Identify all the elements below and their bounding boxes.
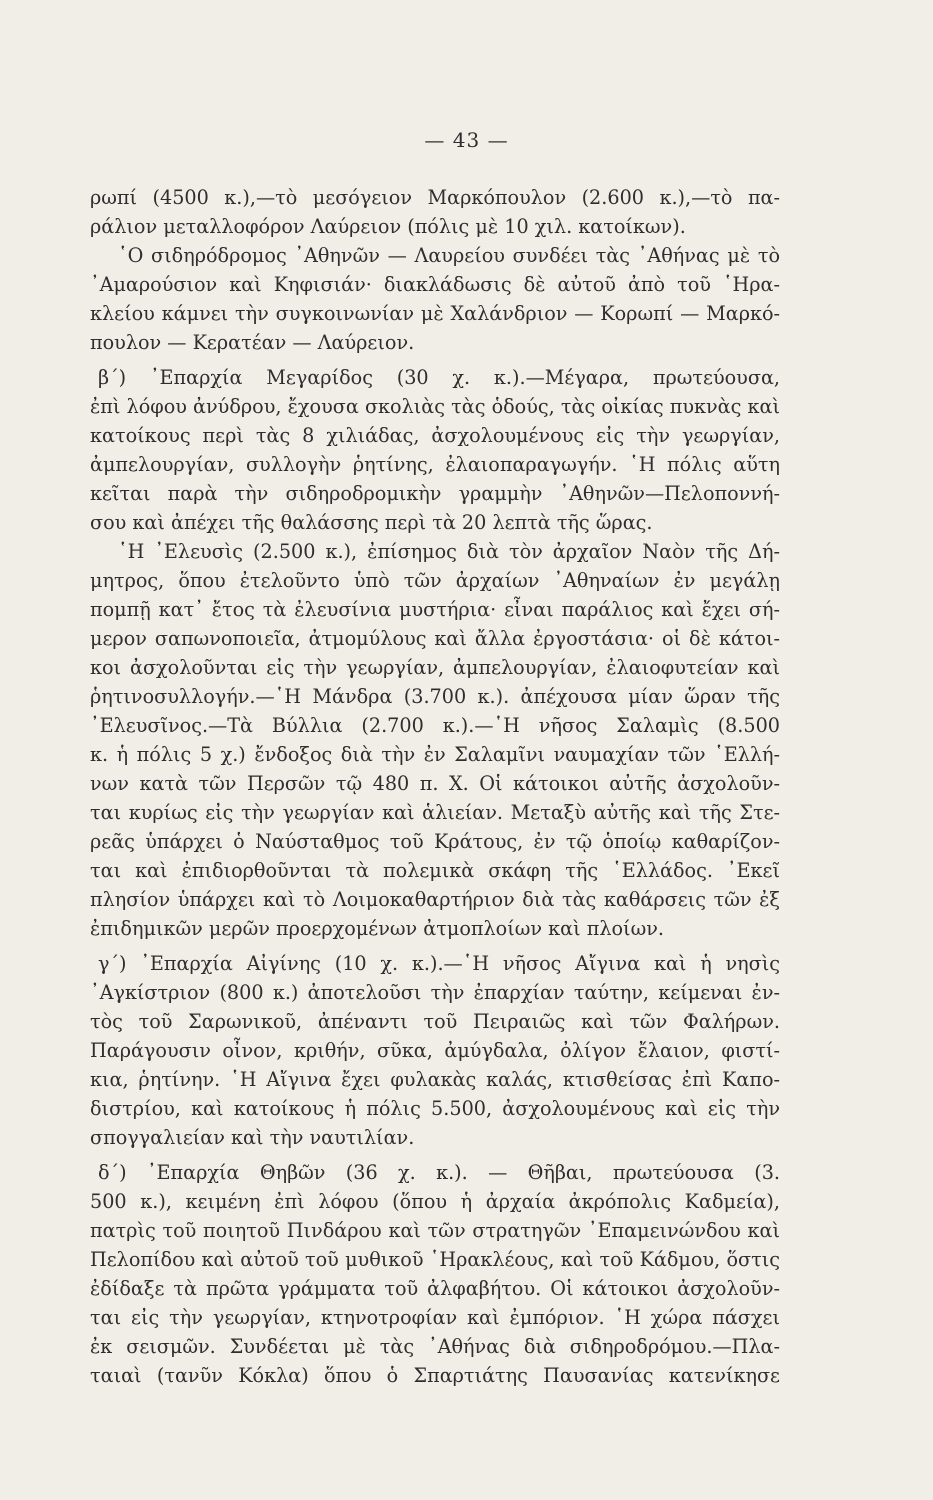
text-line: κ. ἡ πόλις 5 χ.) ἔνδοξος διὰ τὴν ἐν Σαλαμῖνι ναυμαχίαν τῶν ῾Ελλή- [90, 743, 780, 766]
text-line: ἐδίδαξε τὰ πρῶτα γράμματα τοῦ ἀλφαβήτου. Οἱ κάτοικοι ἀσχολοῦν- [90, 1277, 780, 1300]
text-line: ράλιον μεταλλοφόρον Λαύρειον (πόλις μὲ 10 χιλ. κατοίκων). [90, 215, 686, 238]
text-line: κοι ἀσχολοῦνται εἰς τὴν γεωργίαν, ἀμπελουργίαν, ἐλαιοφυτείαν καὶ [90, 656, 780, 679]
text-line: ῾Η ᾿Ελευσὶς (2.500 κ.), ἐπίσημος διὰ τὸν ἀρχαῖον Ναὸν τῆς Δή- [118, 540, 780, 563]
page-number: — 43 — [424, 128, 509, 152]
text-line: κεῖται παρὰ τὴν σιδηροδρομικὴν γραμμὴν ᾿Αθηνῶν—Πελοποννή- [90, 482, 780, 505]
text-line: ἐπιδημικῶν μερῶν προερχομένων ἀτμοπλοίων καὶ πλοίων. [90, 917, 664, 940]
text-line: μητρος, ὅπου ἐτελοῦντο ὑπὸ τῶν ἀρχαίων ᾿Αθηναίων ἐν μεγάλῃ [90, 569, 780, 592]
text-line: ᾿Αγκίστριον (800 κ.) ἀποτελοῦσι τὴν ἐπαρχίαν ταύτην, κείμεναι ἐν- [90, 981, 780, 1004]
text-line: ρεᾶς ὑπάρχει ὁ Ναύσταθμος τοῦ Κράτους, ἐν τῷ ὁποίῳ καθαρίζον- [90, 830, 780, 853]
text-line: ῾Ο σιδηρόδρομος ᾿Αθηνῶν — Λαυρείου συνδέει τὰς ᾿Αθήνας μὲ τὸ [118, 244, 780, 267]
section-heading-line: β΄) ᾿Επαρχία Μεγαρίδος (30 χ. κ.).—Μέγαρα, πρωτεύουσα, [98, 366, 780, 389]
text-line: κατοίκους περὶ τὰς 8 χιλιάδας, ἀσχολουμένους εἰς τὴν γεωργίαν, [90, 424, 780, 447]
text-line: ται καὶ ἐπιδιορθοῦνται τὰ πολεμικὰ σκάφη τῆς ῾Ελλάδος. ᾿Εκεῖ [90, 859, 780, 882]
text-line: διστρίου, καὶ κατοίκους ἡ πόλις 5.500, ἀσχολουμένους καὶ εἰς τὴν [90, 1097, 780, 1120]
text-line: ται εἰς τὴν γεωργίαν, κτηνοτροφίαν καὶ ἐμπόριον. ῾Η χώρα πάσχει [90, 1306, 780, 1329]
text-line: Πελοπίδου καὶ αὐτοῦ τοῦ μυθικοῦ ῾Ηρακλέους, καὶ τοῦ Κάδμου, ὅστις [90, 1248, 780, 1271]
text-line: ῥητινοσυλλογήν.—῾Η Μάνδρα (3.700 κ.). ἀπέχουσα μίαν ὥραν τῆς [90, 685, 780, 708]
text-line: τὸς τοῦ Σαρωνικοῦ, ἀπέναντι τοῦ Πειραιῶς καὶ τῶν Φαλήρων. [90, 1010, 780, 1033]
text-line: πομπῇ κατ᾿ ἔτος τὰ ἐλευσίνια μυστήρια· εἶναι παράλιος καὶ ἔχει σή- [90, 598, 780, 621]
text-line: Παράγουσιν οἶνον, κριθήν, σῦκα, ἀμύγδαλα, ὀλίγον ἔλαιον, φιστί- [90, 1039, 780, 1062]
text-line: ἐκ σεισμῶν. Συνδέεται μὲ τὰς ᾿Αθήνας διὰ σιδηροδρόμου.—Πλα- [90, 1335, 780, 1358]
text-line: πατρὶς τοῦ ποιητοῦ Πινδάρου καὶ τῶν στρατηγῶν ᾿Επαμεινώνδου καὶ [90, 1219, 780, 1242]
text-line: ταιαὶ (τανῦν Κόκλα) ὅπου ὁ Σπαρτιάτης Παυσανίας κατενίκησε [90, 1364, 780, 1387]
section-heading-line: γ΄) ᾿Επαρχία Αἰγίνης (10 χ. κ.).—῾Η νῆσος Αἴγινα καὶ ἡ νησὶς [98, 952, 780, 975]
text-line: πουλον — Κερατέαν — Λαύρειον. [90, 331, 415, 354]
text-line: σπογγαλιείαν καὶ τὴν ναυτιλίαν. [90, 1126, 415, 1149]
text-line: σου καὶ ἀπέχει τῆς θαλάσσης περὶ τὰ 20 λεπτὰ τῆς ὥρας. [90, 511, 653, 534]
section-heading-line: δ΄) ᾿Επαρχία Θηβῶν (36 χ. κ.). — Θῆβαι, πρωτεύουσα (3. [98, 1161, 780, 1184]
text-line: ᾿Ελευσῖνος.—Τὰ Βύλλια (2.700 κ.).—῾Η νῆσος Σαλαμὶς (8.500 [90, 714, 780, 737]
text-line: νων κατὰ τῶν Περσῶν τῷ 480 π. Χ. Οἱ κάτοικοι αὐτῆς ἀσχολοῦν- [90, 772, 780, 795]
text-line: ται κυρίως εἰς τὴν γεωργίαν καὶ ἁλιείαν. Μεταξὺ αὐτῆς καὶ τῆς Στε- [90, 801, 780, 824]
text-line: κλείου κάμνει τὴν συγκοινωνίαν μὲ Χαλάνδριον — Κορωπί — Μαρκό- [90, 302, 780, 325]
text-line: πλησίον ὑπάρχει καὶ τὸ Λοιμοκαθαρτήριον διὰ τὰς καθάρσεις τῶν ἐξ [90, 888, 780, 911]
text-line: ἀμπελουργίαν, συλλογὴν ῥητίνης, ἐλαιοπαραγωγήν. ῾Η πόλις αὕτη [90, 453, 780, 476]
text-line: ρωπί (4500 κ.),—τὸ μεσόγειον Μαρκόπουλον (2.600 κ.),—τὸ πα- [90, 186, 780, 209]
text-line: ἐπὶ λόφου ἀνύδρου, ἔχουσα σκολιὰς τὰς ὁδούς, τὰς οἰκίας πυκνὰς καὶ [90, 395, 780, 418]
body-text [90, 183, 780, 1390]
text-line: ᾿Αμαρούσιον καὶ Κηφισιάν· διακλάδωσις δὲ αὐτοῦ ἀπὸ τοῦ ῾Ηρα- [90, 273, 780, 296]
text-line: 500 κ.), κειμένη ἐπὶ λόφου (ὅπου ἡ ἀρχαία ἀκρόπολις Καδμεία), [90, 1190, 780, 1213]
text-line: κια, ῥητίνην. ῾Η Αἴγινα ἔχει φυλακὰς καλάς, κτισθείσας ἐπὶ Καπο- [90, 1068, 780, 1091]
text-line: μερον σαπωνοποιεῖα, ἀτμομύλους καὶ ἄλλα ἐργοστάσια· οἱ δὲ κάτοι- [90, 627, 780, 650]
